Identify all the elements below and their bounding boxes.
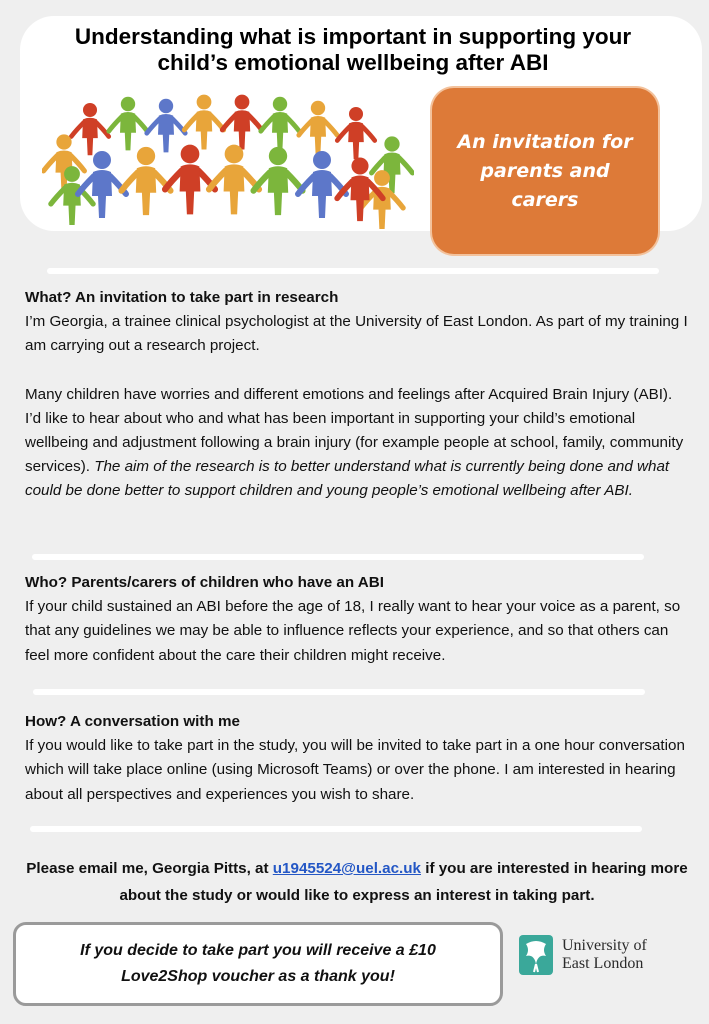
section-how-para: If you would like to take part in the study, you will be invited to take part in a one hour conversation which will take place online (using Microsoft Teams) or over the phone. I am interested in hearing about all perspectives and experiences you wish to share. xyxy=(25,737,685,803)
voucher-line-2: Love2Shop voucher as a thank you! xyxy=(121,968,395,985)
uel-logo xyxy=(518,934,647,976)
voucher-line-1: If you decide to take part you will receive a £10 xyxy=(80,942,436,959)
invitation-line-2: parents and xyxy=(480,159,610,182)
contact-after: if you are interested in hearing more about the study or would like to express an interest in taking part. xyxy=(119,860,688,904)
uel-name-line-2: East London xyxy=(562,955,644,972)
divider xyxy=(32,554,644,560)
uel-crest-icon xyxy=(518,934,554,976)
invitation-line-3: carers xyxy=(511,188,579,211)
section-who xyxy=(25,571,691,668)
uel-name-line-1: University of xyxy=(562,937,647,954)
contact-text xyxy=(22,855,692,909)
section-what xyxy=(25,286,691,504)
section-who-heading: Who? Parents/carers of children who have an ABI xyxy=(25,574,384,591)
invitation-line-1: An invitation for xyxy=(457,130,633,153)
section-how xyxy=(25,710,691,807)
divider xyxy=(33,689,645,695)
section-who-para: If your child sustained an ABI before the age of 18, I really want to hear your voice as a parent, so that any guidelines we may be able to influence reflects your experience, and so that others can feel more confident about the care their children might receive. xyxy=(25,598,681,664)
section-how-heading: How? A conversation with me xyxy=(25,713,240,730)
divider xyxy=(47,268,659,274)
research-aim: The aim of the research is to better understand what is currently being done and what could be done better to support children and young people’s emotional wellbeing after ABI. xyxy=(25,458,670,500)
people-circle-icon xyxy=(42,82,414,232)
page-title xyxy=(28,24,678,76)
section-what-para-2 xyxy=(25,383,691,504)
contact-before: Please email me, Georgia Pitts, at xyxy=(26,860,273,877)
voucher-box xyxy=(13,922,503,1006)
title-line-2: child’s emotional wellbeing after ABI xyxy=(157,50,549,75)
section-what-para-1: I’m Georgia, a trainee clinical psychologist at the University of East London. As part of my training I am carrying out a research project. xyxy=(25,313,688,355)
section-what-heading: What? An invitation to take part in research xyxy=(25,289,339,306)
invitation-box xyxy=(432,88,658,254)
divider xyxy=(30,826,642,832)
para-2-plain: Many children have worries and different emotions and feelings after Acquired Brain Injury (ABI). I’d like to hear about who and what has been important in supporting your child’s emotional wellbeing and adjustment following a brain injury (for example people at school, family, community services). xyxy=(25,385,684,476)
email-link[interactable]: u1945524@uel.ac.uk xyxy=(272,860,421,877)
title-line-1: Understanding what is important in supporting your xyxy=(74,24,632,49)
